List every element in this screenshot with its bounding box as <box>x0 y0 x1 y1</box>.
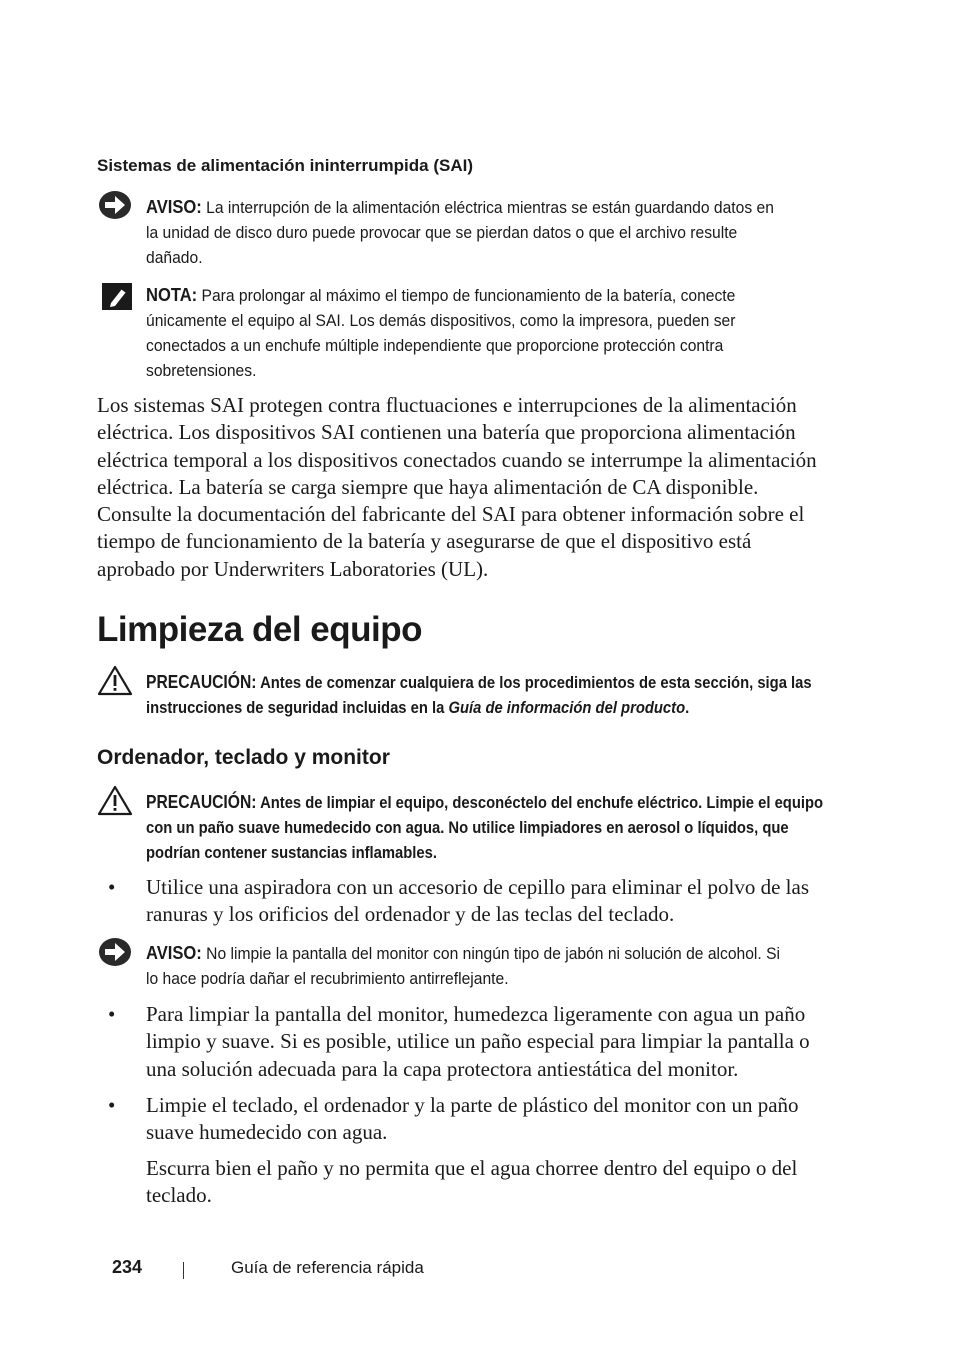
page-section-title: Limpieza del equipo <box>97 610 422 649</box>
bullet-marker: • <box>108 875 116 899</box>
notice-arrow-icon <box>98 190 132 220</box>
aviso-note-1 <box>146 195 781 270</box>
bullet-text-2: Para limpiar la pantalla del monitor, humedezca ligeramente con agua un paño limpio y suave. Si es posible, utilice un paño especial para limpiar la pantalla o una solución adecuada para la capa protectora antiestática del monitor. <box>146 1002 810 1081</box>
warning-triangle-icon <box>97 665 133 696</box>
warning-triangle-icon <box>97 785 133 816</box>
bullet-text-3: Limpie el teclado, el ordenador y la parte de plástico del monitor con un paño suave humedecido con agua. <box>146 1093 799 1145</box>
nota-label: NOTA: <box>146 285 198 305</box>
aviso-label: AVISO: <box>146 197 202 217</box>
page-number: 234 <box>112 1257 143 1277</box>
pencil-note-icon <box>102 283 132 310</box>
aviso-text: La interrupción de la alimentación eléctrica mientras se están guardando datos en la unidad de disco duro puede provocar que se pierdan datos o que el archivo resulte dañado. <box>146 198 774 267</box>
nota-note <box>146 283 781 383</box>
bullet-marker: • <box>108 1002 116 1026</box>
bullet-text-1: Utilice una aspiradora con un accesorio de cepillo para eliminar el polvo de las ranuras y los orificios del ordenador y de las teclas del teclado. <box>146 875 809 927</box>
precaucion-text-end: . <box>685 698 690 717</box>
aviso-note-2 <box>146 941 781 991</box>
section-heading-sai: Sistemas de alimentación ininterrumpida (SAI) <box>97 156 473 175</box>
precaucion-label: PRECAUCIÓN: <box>146 792 257 812</box>
bullet-text-3-continued: Escurra bien el paño y no permita que el agua chorree dentro del equipo o del teclado. <box>146 1156 798 1208</box>
footer-divider <box>183 1262 184 1279</box>
precaucion-text: Antes de comenzar cualquiera de los procedimientos de esta sección, siga las instrucciones de seguridad incluidas en la <box>146 673 812 717</box>
notice-arrow-icon <box>98 937 132 967</box>
footer-title: Guía de referencia rápida <box>231 1258 424 1277</box>
precaucion-note-1 <box>146 670 833 720</box>
aviso-text: No limpie la pantalla del monitor con ningún tipo de jabón ni solución de alcohol. Si lo hace podría dañar el recubrimiento antirreflejante. <box>146 944 780 988</box>
bullet-marker: • <box>108 1093 116 1117</box>
aviso-label: AVISO: <box>146 943 202 963</box>
precaucion-label: PRECAUCIÓN: <box>146 672 257 692</box>
product-guide-title: Guía de información del producto <box>448 698 686 717</box>
precaucion-text: Antes de limpiar el equipo, desconéctelo del enchufe eléctrico. Limpie el equipo con un paño suave humedecido con agua. No utilice limpiadores en aerosol o líquidos, que podrían contener sustancias inflamables. <box>146 793 824 862</box>
sai-body-paragraph: Los sistemas SAI protegen contra fluctuaciones e interrupciones de la alimentación eléctrica. Los dispositivos SAI contienen una batería que proporciona alimentación eléctrica temporal a los dispositivos conectados cuando se interrumpe la alimentación eléctrica. La batería se carga siempre que haya alimentación de CA disponible. Consulte la documentación del fabricante del SAI para obtener información sobre el tiempo de funcionamiento de la batería y asegurarse de que el dispositivo está aprobado por Underwriters Laboratories (UL). <box>97 393 817 581</box>
nota-text: Para prolongar al máximo el tiempo de funcionamiento de la batería, conecte únicamente el equipo al SAI. Los demás dispositivos, como la impresora, pueden ser conectados a un enchufe múltiple independiente que proporcione protección contra sobretensiones. <box>146 286 736 380</box>
precaucion-note-2 <box>146 790 833 865</box>
subsection-heading: Ordenador, teclado y monitor <box>97 746 390 769</box>
